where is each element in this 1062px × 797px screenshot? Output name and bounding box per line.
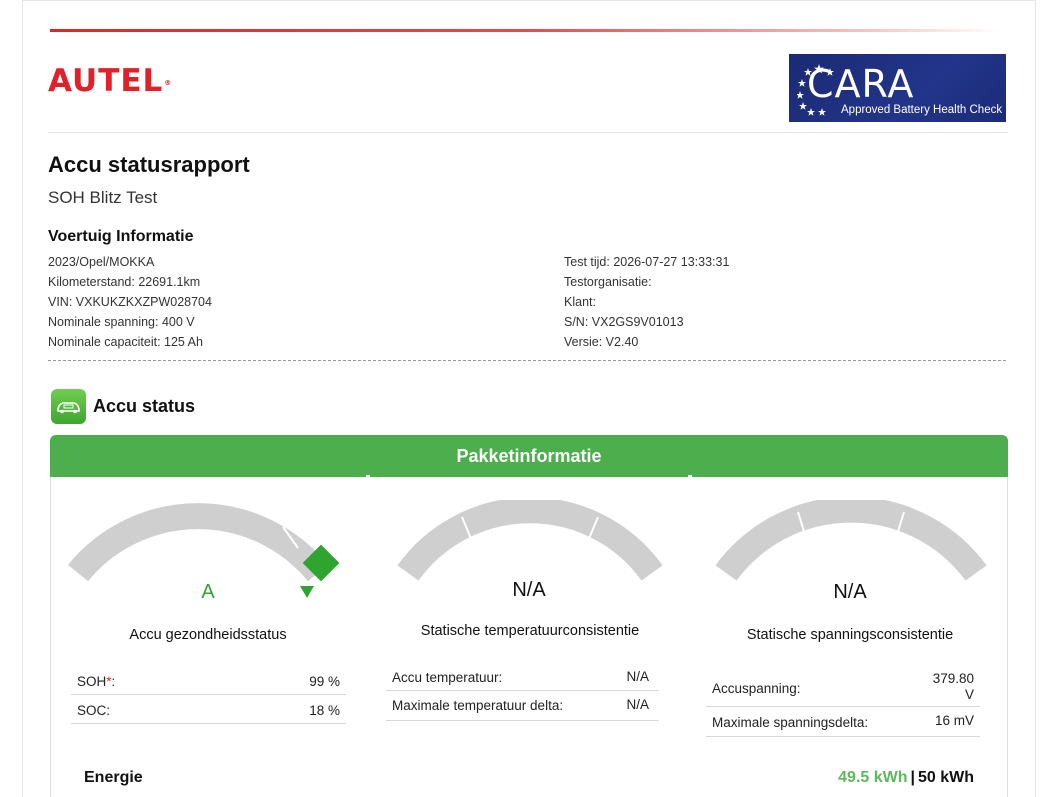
- package-info-panel: [50, 435, 1008, 797]
- header-divider: [48, 132, 1008, 133]
- soh-value: 99 %: [309, 674, 340, 689]
- customer: Klant:: [564, 295, 596, 309]
- table-row: [706, 669, 980, 707]
- soc-value: 18 %: [309, 703, 340, 718]
- soh-key: SOH*:: [77, 674, 116, 689]
- accu-voltage-key: Accuspanning:: [712, 681, 801, 696]
- temperature-gauge-label: Statische temperatuurconsistentie: [420, 623, 640, 639]
- cara-title: CARA: [807, 62, 915, 106]
- report-title: Accu statusrapport: [48, 152, 250, 177]
- accu-status-title: Accu status: [93, 396, 196, 416]
- vehicle-info-heading: Voertuig Informatie: [48, 228, 194, 245]
- vehicle-model: 2023/Opel/MOKKA: [48, 255, 155, 269]
- temperature-table: [386, 664, 659, 721]
- report-subtitle: SOH Blitz Test: [48, 188, 158, 207]
- voltage-gauge-label: Statische spanningsconsistentie: [746, 627, 954, 643]
- table-row: [386, 664, 659, 691]
- max-temperature-delta-key: Maximale temperatuur delta:: [392, 698, 564, 713]
- vehicle-info-right: [564, 252, 729, 352]
- health-gauge-pointer: [300, 586, 314, 598]
- serial-number: S/N: VX2GS9V01013: [564, 315, 684, 329]
- energy-current: 49.5 kWh: [838, 769, 908, 786]
- software-version: Versie: V2.40: [564, 335, 639, 349]
- table-row: [71, 667, 346, 695]
- health-table: [71, 667, 346, 724]
- voltage-gauge-value: N/A: [833, 581, 867, 603]
- autel-logo: [48, 64, 172, 98]
- battery-car-icon: [51, 389, 86, 424]
- header-notch: [366, 475, 370, 478]
- vehicle-info-left: [48, 252, 212, 352]
- temperature-gauge-value: N/A: [512, 579, 546, 601]
- energy-separator: |: [910, 769, 915, 786]
- table-row: [71, 695, 346, 724]
- test-organisation: Testorganisatie:: [564, 275, 652, 289]
- health-gauge-value: A: [201, 581, 215, 603]
- section-divider: [48, 360, 1006, 361]
- accu-temperature-key: Accu temperatuur:: [392, 670, 503, 685]
- cara-subtitle: Approved Battery Health Check: [841, 104, 1003, 116]
- max-voltage-delta-value: 16 mV: [934, 713, 974, 728]
- package-info-header: Pakketinformatie: [50, 435, 1008, 477]
- accu-voltage-value: 379.80 V: [932, 671, 974, 702]
- health-gauge-label: Accu gezondheidsstatus: [129, 627, 287, 643]
- voltage-table: [706, 669, 980, 737]
- energy-label: Energie: [84, 769, 143, 786]
- test-time: Test tijd: 2026-07-27 13:33:31: [564, 255, 730, 269]
- energy-capacity: 50 kWh: [917, 769, 974, 786]
- vehicle-vin: VIN: VXKUKZKXZPW028704: [48, 295, 212, 309]
- vehicle-nominal-voltage: Nominale spanning: 400 V: [48, 315, 195, 329]
- vehicle-nominal-capacity: Nominale capaciteit: 125 Ah: [48, 335, 203, 349]
- max-voltage-delta-key: Maximale spanningsdelta:: [712, 715, 869, 730]
- max-temperature-delta-value: N/A: [626, 697, 649, 712]
- table-row: [386, 691, 659, 721]
- registered-mark: ®: [164, 79, 173, 87]
- accu-temperature-value: N/A: [626, 669, 649, 684]
- top-accent-rule: [50, 29, 1000, 32]
- table-row: [706, 707, 980, 737]
- soc-key: SOC:: [77, 703, 111, 718]
- header-notch: [688, 475, 692, 478]
- cara-badge-logo: [789, 54, 1006, 122]
- autel-logo-text: AUTEL: [48, 63, 164, 99]
- vehicle-mileage: Kilometerstand: 22691.1km: [48, 275, 201, 289]
- energy-values: [838, 768, 974, 788]
